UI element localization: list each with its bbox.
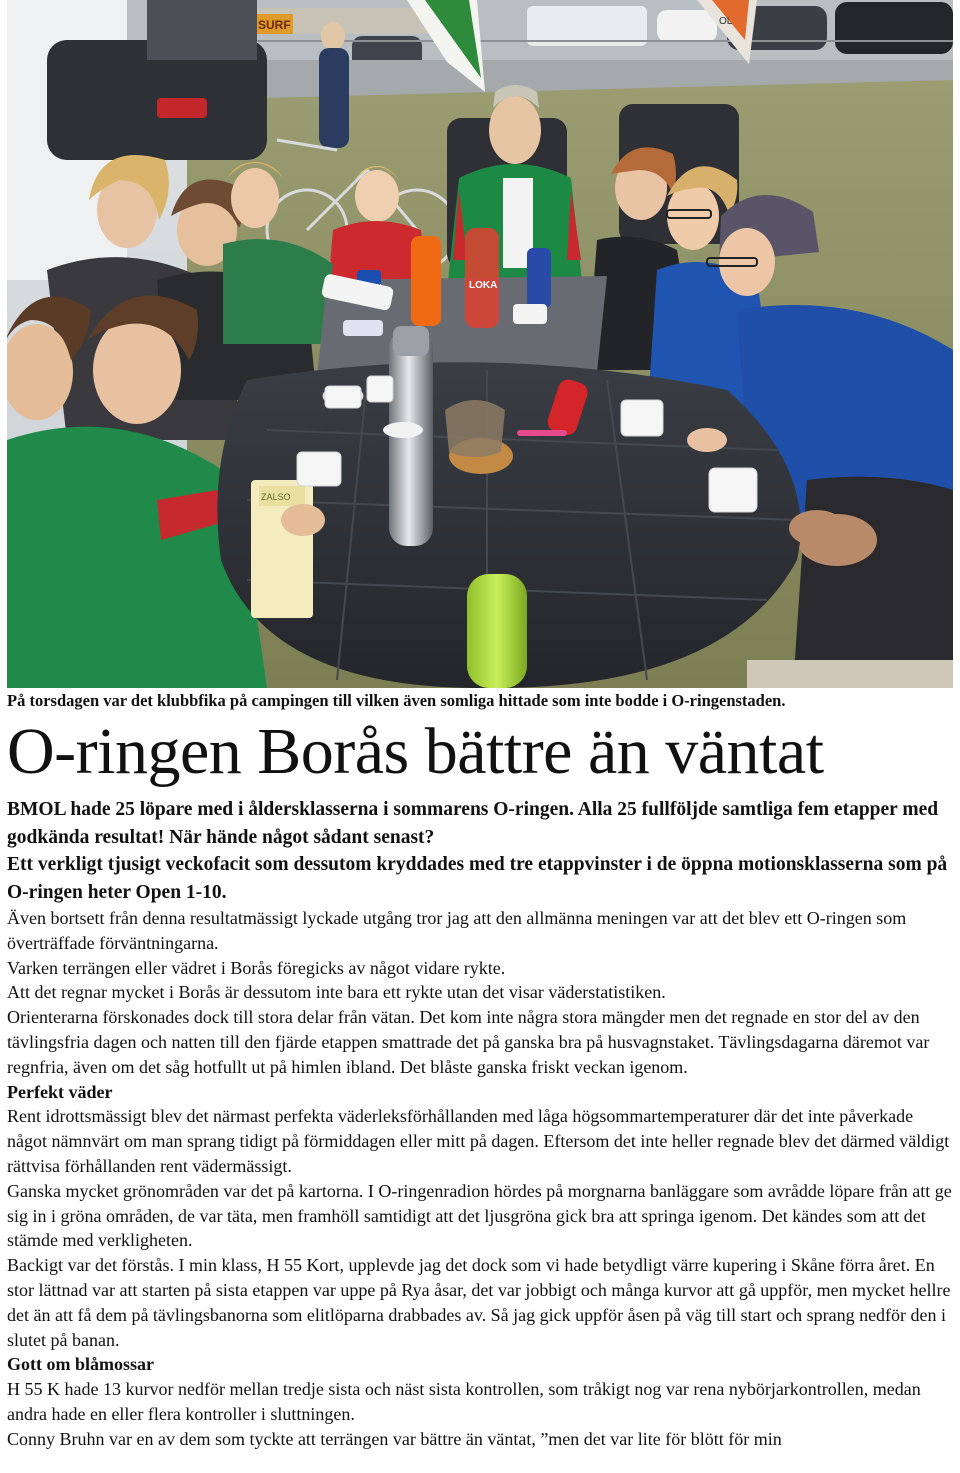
- body-paragraph: Varken terrängen eller vädret i Borås föregicks av något vidare rykte.: [7, 957, 506, 978]
- flag-text: OL: [719, 16, 733, 27]
- body-paragraph: Orienterarna förskonades dock till stora delar från vätan. Det kom inte några stora mängder men det regnade en stor del av den tävlingsfria dagen och natten till den fjärde etappen smattrade det på ganska bra på husvagnstaket. Tävlingsdagarna däremot var regnfria, även om det såg hotfullt ut på himlen ibland. Det blåste ganska friskt veckan igenom.: [7, 1007, 930, 1077]
- sign-text: SURF: [258, 18, 291, 32]
- section-heading: Perfekt väder: [7, 1081, 113, 1102]
- bottle-label: LOKA: [469, 280, 498, 291]
- body-paragraph: Conny Bruhn var en av dem som tyckte att terrängen var bättre än väntat, ”men det var lite för blött för min: [7, 1428, 782, 1449]
- body-paragraph: Rent idrottsmässigt blev det närmast perfekta väderleksförhållanden med låga högsommartemperaturer där det inte påverkade något nämnvärt om man sprang tidigt på förmiddagen eller mitt på dagen. Eftersom det inte heller regnade blev det därmed väldigt rättvisa förhållanden rent vädermässigt.: [7, 1106, 950, 1176]
- ingress-paragraph: Ett verkligt tjusigt veckofacit som dessutom kryddades med tre etappvinster i de öppna motionsklasserna som på O-ringen heter Open 1-10.: [7, 854, 948, 903]
- carton-label: ZALSO: [261, 492, 291, 502]
- person-face: [231, 168, 279, 228]
- ingress-paragraph: BMOL hade 25 löpare med i åldersklasserna i sommarens O-ringen. Alla 25 fullföljde samtliga fem etapper med godkända resultat! När hände något sådant senast?: [7, 799, 939, 848]
- loka-bottle: [465, 228, 499, 328]
- green-thermos: [467, 574, 527, 688]
- orange-bottle: [411, 236, 441, 326]
- article-body: [7, 690, 953, 1452]
- article-headline: O-ringen Borås bättre än väntat: [7, 715, 824, 788]
- person-face: [719, 228, 775, 296]
- person-face: [489, 96, 541, 164]
- standing-person: [319, 48, 349, 148]
- dark-shirt-person: [793, 477, 953, 688]
- coffee-pot: [445, 400, 505, 457]
- body-paragraph: Även bortsett från denna resultatmässigt lyckade utgång tror jag att den allmänna meningen var att det blev ett O-ringen som överträffade förväntningarna.: [7, 908, 907, 953]
- body-paragraph: Att det regnar mycket i Borås är dessutom inte bara ett rykte utan det visar väderstatistiken.: [7, 982, 666, 1003]
- photo-caption: På torsdagen var det klubbfika på campingen till vilken även somliga hittade som inte bodde i O-ringenstaden.: [7, 691, 786, 710]
- group-photo-illustration: [7, 0, 953, 688]
- person-face: [355, 170, 399, 222]
- body-paragraph: Ganska mycket grönområden var det på kartorna. I O-ringenradion hördes på morgnarna banläggare som avrådde löpare från att ge sig in i gröna områden, de var täta, men framhöll samtidigt att det ljusgröna gick bra att springa igenom. Det kändes som att det stämde med verkligheten.: [7, 1180, 952, 1251]
- body-paragraph: Backigt var det förstås. I min klass, H 55 Kort, upplevde jag det dock som vi hade betydligt värre kupering i Skåne förra året. En stor lättnad var att starten på sista etappen var uppe på Rya åsar, det var jobbigt och många kurvor att gå uppför, men mycket hellre det än att få dem på tävlingsbanorna som elitlöparna drabbades av. Så jag gick uppför åsen på väg till start och sprang nedför den i slutet på banan.: [7, 1255, 951, 1350]
- parked-car: [835, 2, 953, 54]
- steel-thermos: [389, 330, 433, 546]
- body-paragraph: H 55 K hade 13 kurvor nedför mellan tredje sista och näst sista kontrollen, som tråkigt nog var rena nybörjarkontrollen, medan andra hade en eller flera kontroller i sluttningen.: [7, 1379, 921, 1424]
- article-photo: [7, 0, 953, 688]
- section-heading: Gott om blåmossar: [7, 1354, 154, 1375]
- blue-bottle: [527, 248, 551, 308]
